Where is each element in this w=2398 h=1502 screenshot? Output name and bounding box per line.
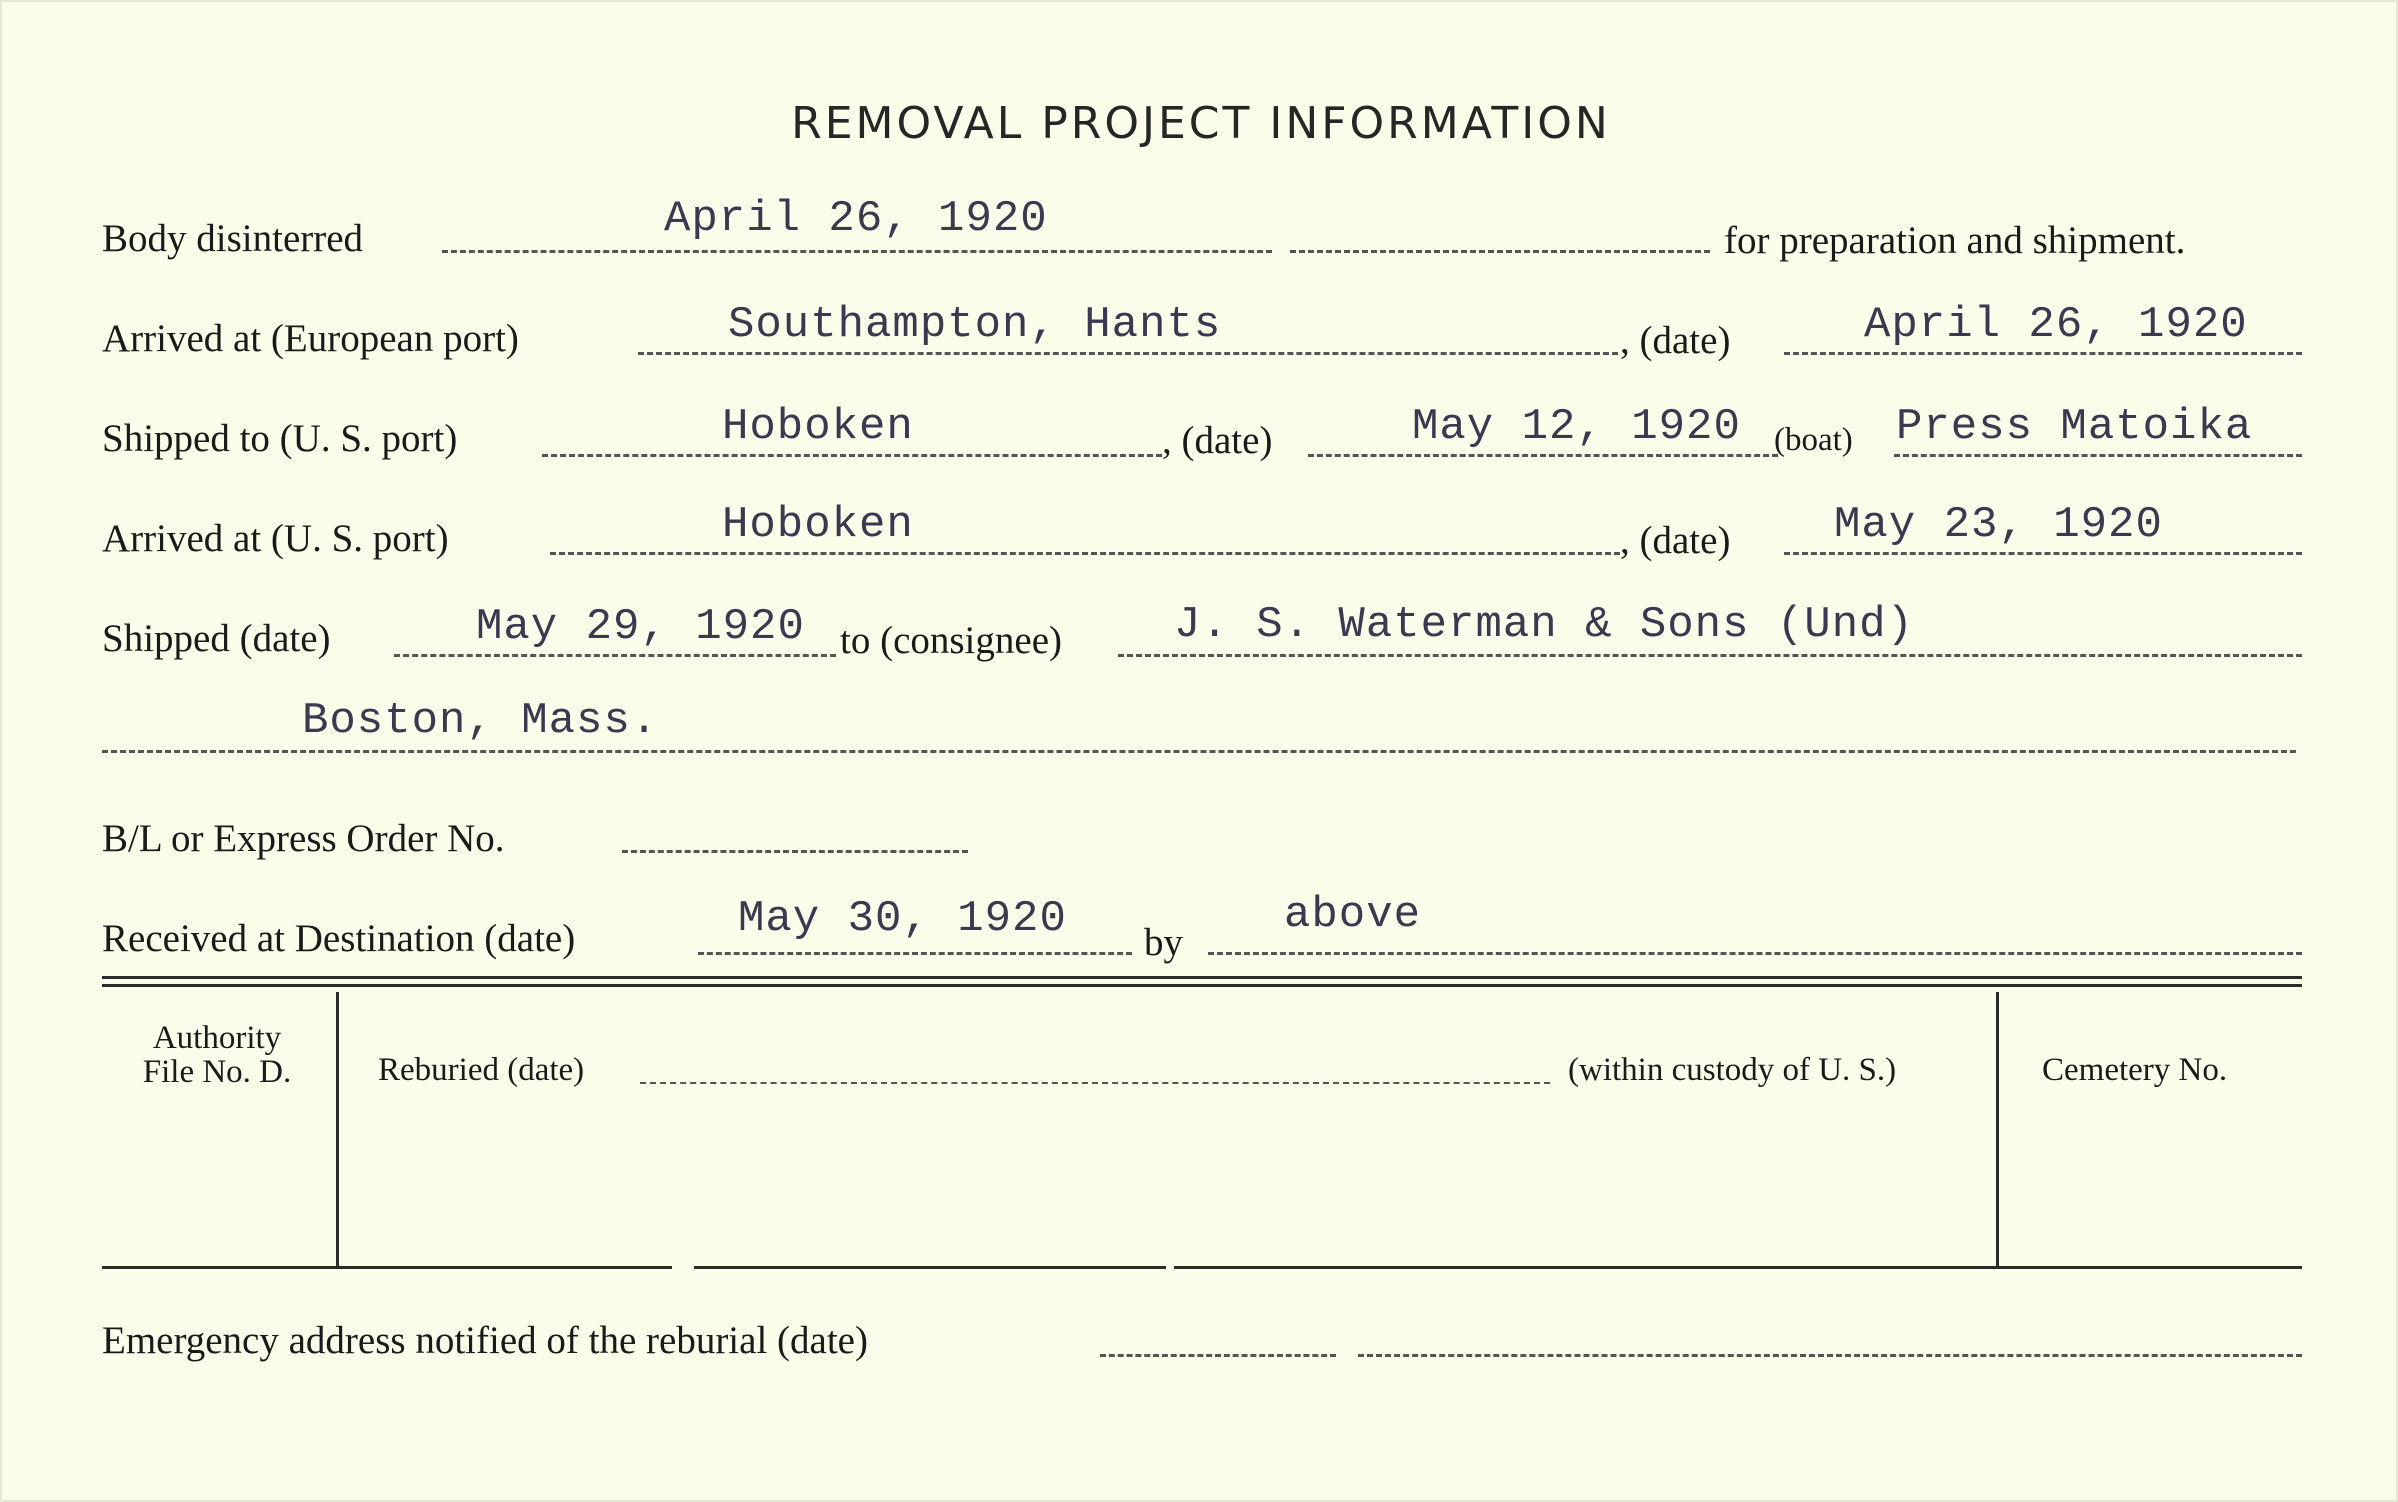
consignee-value: J. S. Waterman & Sons (Und) [1174, 600, 1914, 650]
emergency-address-line [1100, 1354, 1336, 1357]
bl-order-label: B/L or Express Order No. [102, 817, 505, 860]
consignee-label: to (consignee) [840, 619, 1063, 662]
us-port-arrived-value: Hoboken [722, 500, 914, 550]
boat-value: Press Matoika [1896, 402, 2253, 452]
body-disinterred-value: April 26, 1920 [664, 194, 1048, 244]
card-title: REMOVAL PROJECT INFORMATION [791, 98, 1611, 149]
custody-suffix: (within custody of U. S.) [1568, 1052, 1897, 1088]
us-port-shipped-label: Shipped to (U. S. port) [102, 417, 458, 460]
european-port-label: Arrived at (European port) [102, 317, 519, 360]
consignee-address: Boston, Mass. [302, 696, 659, 746]
body-disinterred-line [442, 250, 1272, 253]
european-port-date-label: , (date) [1620, 319, 1731, 362]
received-destination-value: May 30, 1920 [738, 894, 1067, 944]
file-no-label: File No. D. [142, 1054, 292, 1090]
boat-line [1894, 454, 2302, 457]
us-port-shipped-line [542, 454, 1162, 457]
us-port-arrived-date-value: May 23, 1920 [1834, 500, 2163, 550]
european-port-value: Southampton, Hants [728, 300, 1222, 350]
us-port-shipped-date-label: , (date) [1162, 419, 1273, 462]
european-port-line [638, 352, 1618, 355]
us-port-shipped-date-value: May 12, 1920 [1412, 402, 1741, 452]
consignee-address-line [102, 750, 2296, 753]
table-bottom-rule-3 [1174, 1266, 2302, 1269]
shipped-date-value: May 29, 1920 [476, 602, 805, 652]
authority-label: Authority [152, 1020, 282, 1056]
table-top-rule [102, 976, 2302, 979]
preparation-suffix: for preparation and shipment. [1724, 219, 2186, 262]
emergency-address-label: Emergency address notified of the reburial (date) [102, 1319, 868, 1362]
us-port-arrived-line [550, 552, 1620, 555]
body-disinterred-line-2 [1290, 250, 1710, 253]
us-port-shipped-date-line [1308, 454, 1778, 457]
bl-order-line [622, 850, 968, 853]
reburied-line [640, 1082, 1550, 1084]
received-destination-label: Received at Destination (date) [102, 917, 576, 960]
boat-label: (boat) [1774, 422, 1853, 458]
us-port-shipped-value: Hoboken [722, 402, 914, 452]
us-port-arrived-date-label: , (date) [1620, 519, 1731, 562]
european-port-date-line [1784, 352, 2302, 355]
shipped-date-label: Shipped (date) [102, 617, 331, 660]
body-disinterred-label: Body disinterred [102, 217, 364, 260]
table-top-rule-2 [102, 984, 2302, 987]
reburied-label: Reburied (date) [378, 1052, 585, 1088]
european-port-date-value: April 26, 1920 [1864, 300, 2248, 350]
consignee-line [1118, 654, 2302, 657]
cemetery-no-label: Cemetery No. [2042, 1052, 2228, 1088]
received-by-value: above [1284, 890, 1422, 940]
table-bottom-rule-2 [694, 1266, 1166, 1269]
us-port-arrived-label: Arrived at (U. S. port) [102, 517, 449, 560]
emergency-address-line-2 [1358, 1354, 2302, 1357]
table-divider-1 [336, 992, 339, 1266]
received-by-label: by [1144, 921, 1183, 964]
received-by-line [1208, 952, 2302, 955]
received-destination-line [698, 952, 1132, 955]
table-divider-2 [1996, 992, 1999, 1266]
us-port-arrived-date-line [1784, 552, 2302, 555]
table-bottom-rule-1 [102, 1266, 672, 1269]
shipped-date-line [394, 654, 836, 657]
